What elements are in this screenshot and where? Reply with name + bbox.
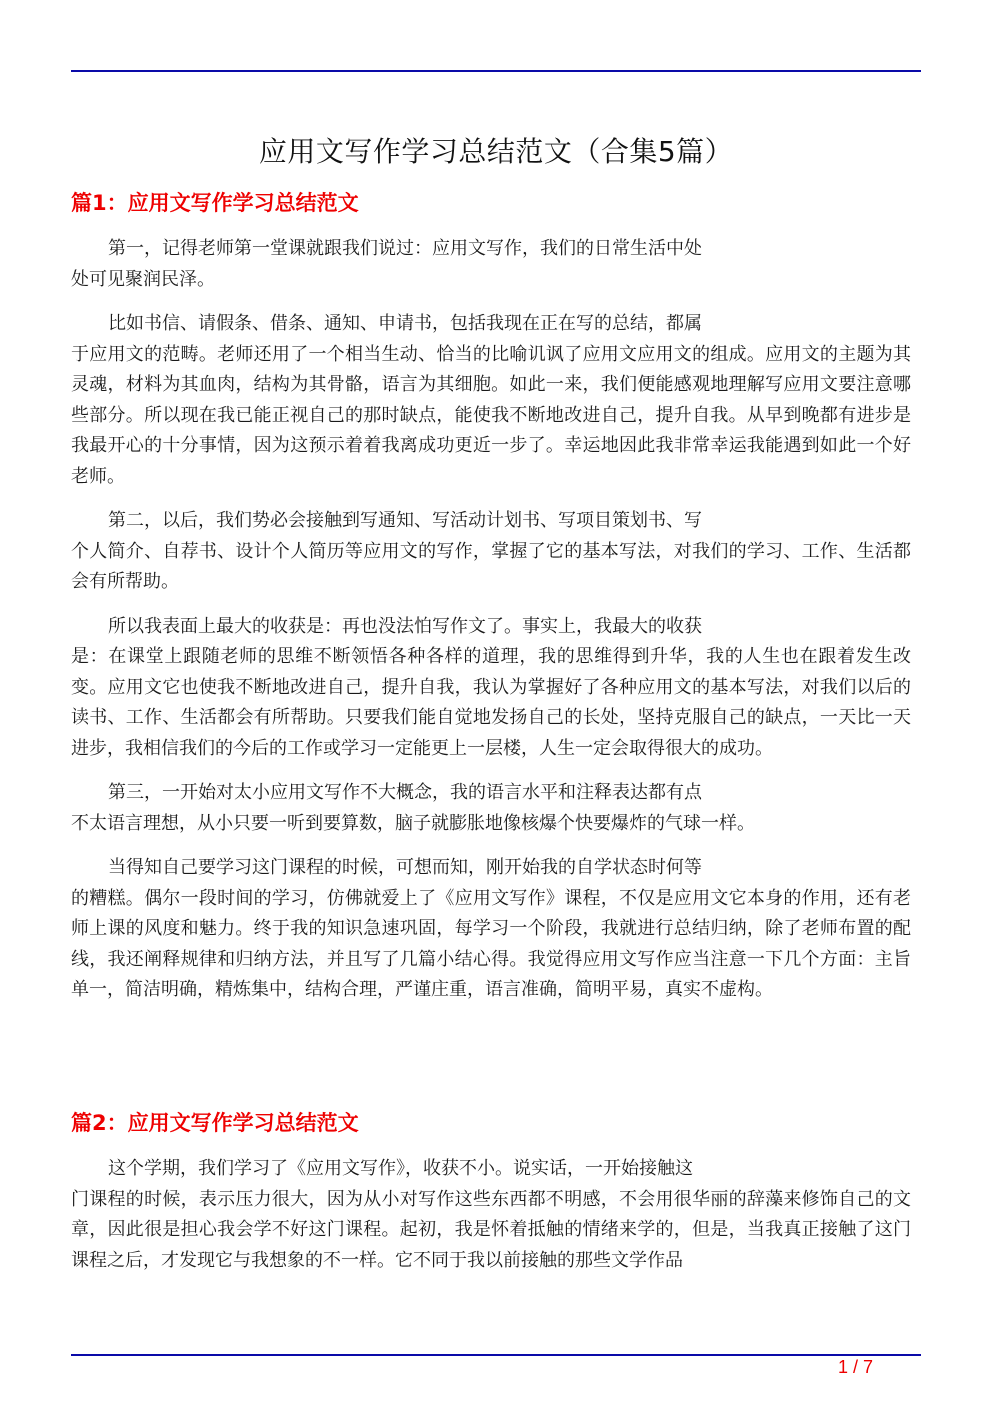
document-title: 应用文写作学习总结范文（合集5篇） xyxy=(258,135,734,168)
paragraph-body: 是：在课堂上跟随老师的思维不断领悟各种各样的道理，我的思维得到升华，我的人生也在跟着发生改变。应用文它也使我不断地改进自己，提升自我，我认为掌握好了各种应用文的基本写法，对我们以后的读书、工作、生活都会有所帮助。只要我们能自觉地发扬自己的长处，坚持克服自己的缺点，一天比一天进步，我相信我们的今后的工作或学习一定能更上一层楼，人生一定会取得很大的成功。 xyxy=(71,646,911,759)
paragraph-first-line: 比如书信、请假条、借条、通知、申请书，包括我现在正在写的总结，都属 xyxy=(108,313,702,334)
paragraph-first-line: 这个学期，我们学习了《应用文写作》，收获不小。说实话，一开始接触这 xyxy=(108,1158,693,1179)
section-heading: 篇2：应用文写作学习总结范文 xyxy=(71,1111,359,1135)
paragraph-first-line: 第二，以后，我们势必会接触到写通知、写活动计划书、写项目策划书、写 xyxy=(108,510,702,531)
paragraph-body: 门课程的时候，表示压力很大，因为从小对写作这些东西都不明感，不会用很华丽的辞藻来修饰自己的文章，因此很是担心我会学不好这门课程。起初，我是怀着抵触的情绪来学的，但是，当我真正接触了这门课程之后，才发现它与我想象的不一样。它不同于我以前接触的那些文学作品 xyxy=(71,1188,911,1271)
paragraph xyxy=(71,853,911,1006)
paragraph xyxy=(71,506,911,598)
paragraph-body: 的糟糕。偶尔一段时间的学习，仿佛就爱上了《应用文写作》课程，不仅是应用文它本身的作用，还有老师上课的风度和魅力。终于我的知识急速巩固，每学习一个阶段，我就进行总结归纳，除了老师布置的配线，我还阐释规律和归纳方法，并且写了几篇小结心得。我觉得应用文写作应当注意一下几个方面：主旨单一，简洁明确，精炼集中，结构合理，严谨庄重，语言准确，简明平易，真实不虚构。 xyxy=(71,887,911,1000)
header-rule xyxy=(71,70,921,72)
page-number: 1 / 7 xyxy=(838,1357,874,1377)
footer-rule xyxy=(71,1354,921,1356)
paragraph xyxy=(71,1154,911,1276)
section-2 xyxy=(71,1106,911,1290)
paragraph-body: 个人简介、自荐书、设计个人简历等应用文的写作，掌握了它的基本写法，对我们的学习、工作、生活都会有所帮助。 xyxy=(71,540,911,592)
paragraph-first-line: 所以我表面上最大的收获是：再也没法怕写作文了。事实上，我最大的收获 xyxy=(108,615,702,637)
paragraph xyxy=(71,778,911,839)
paragraph xyxy=(71,612,911,765)
paragraph-first-line: 第三，一开始对太小应用文写作不大概念，我的语言水平和注释表达都有点 xyxy=(108,782,702,803)
paragraph xyxy=(71,309,911,492)
paragraph xyxy=(71,234,911,295)
section-1 xyxy=(71,186,911,1020)
section-heading: 篇1：应用文写作学习总结范文 xyxy=(71,191,359,215)
paragraph-body: 不太语言理想，从小只要一听到要算数，脑子就膨胀地像核爆个快要爆炸的气球一样。 xyxy=(71,812,755,834)
paragraph-body: 处可见聚润民泽。 xyxy=(71,268,215,290)
paragraph-first-line: 当得知自己要学习这门课程的时候，可想而知，刚开始我的自学状态时何等 xyxy=(108,857,702,878)
paragraph-first-line: 第一，记得老师第一堂课就跟我们说过：应用文写作，我们的日常生活中处 xyxy=(108,238,702,259)
paragraph-body: 于应用文的范畴。老师还用了一个相当生动、恰当的比喻讥讽了应用文应用文的组成。应用文的主题为其灵魂，材料为其血肉，结构为其骨骼，语言为其细胞。如此一来，我们便能感观地理解写应用文要注意哪些部分。所以现在我已能正视自己的那时缺点，能使我不断地改进自己，提升自我。从早到晚都有进步是我最开心的十分事情，因为这预示着着我离成功更近一步了。幸运地因此我非常幸运我能遇到如此一个好老师。 xyxy=(71,343,911,487)
